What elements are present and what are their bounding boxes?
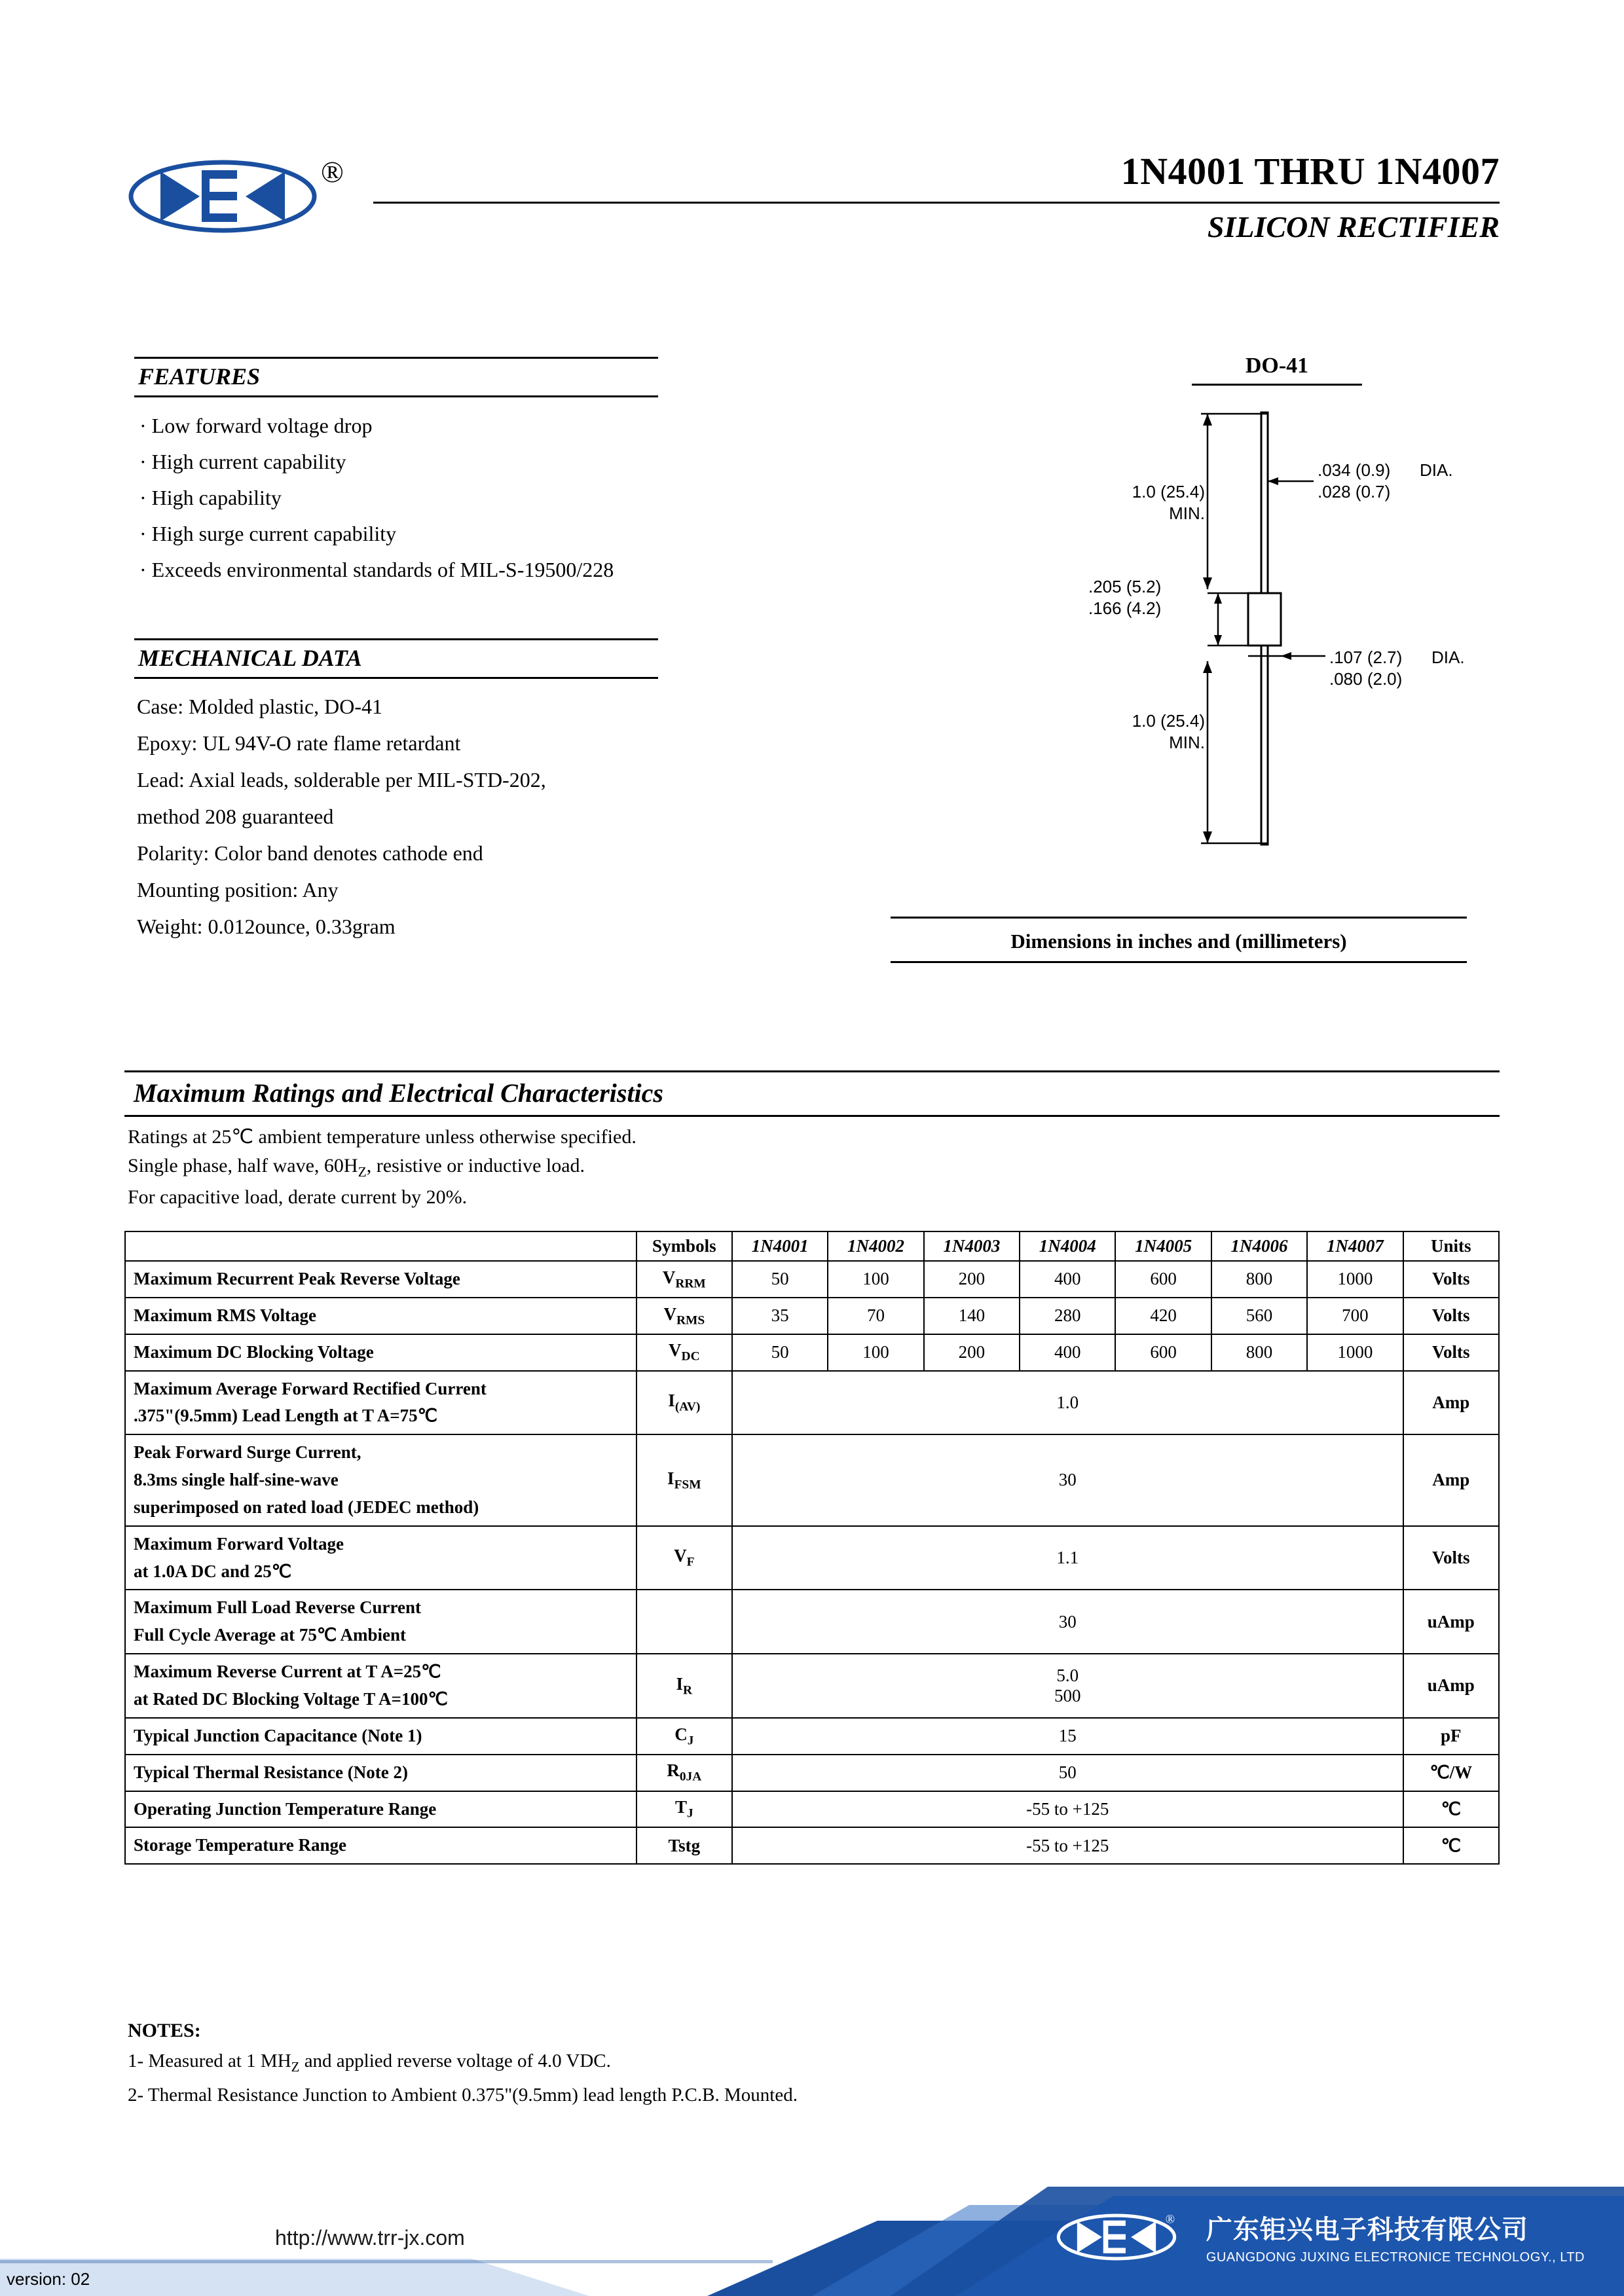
value-cell-span: 5.0 500 — [732, 1654, 1403, 1718]
ratings-condition-line3: For capacitive load, derate current by 20%. — [128, 1186, 468, 1209]
units-cell: uAmp — [1403, 1590, 1499, 1654]
symbol-cell: $T_J$ — [637, 1791, 732, 1828]
value-cell: 200 — [924, 1334, 1020, 1371]
mechanical-data-section — [134, 638, 671, 945]
units-cell: Volts — [1403, 1526, 1499, 1590]
page-footer — [0, 2181, 1624, 2296]
table-row — [125, 1590, 1499, 1654]
value-cell: 200 — [924, 1261, 1020, 1298]
param-label: Maximum Reverse Current at T A=25℃ at Rated DC Blocking Voltage T A=100℃ — [125, 1654, 637, 1718]
mechanical-data-heading: MECHANICAL DATA — [134, 638, 658, 679]
symbol-cell: $V_{DC}$ — [637, 1334, 732, 1371]
features-section — [134, 357, 671, 588]
col-symbols: Symbols — [637, 1231, 732, 1261]
note-1: 1- Measured at 1 $MH_Z$ and applied reverse voltage of 4.0 VDC. — [128, 2050, 611, 2075]
symbol-cell: Tstg — [637, 1827, 732, 1864]
symbol-cell: $I_{(AV)}$ — [637, 1371, 732, 1435]
company-name-cn: 广东钜兴电子科技有限公司 — [1206, 2215, 1528, 2244]
col-1n4001: 1N4001 — [732, 1231, 828, 1261]
value-cell: 800 — [1211, 1261, 1307, 1298]
table-row — [125, 1526, 1499, 1590]
document-version: version: 02 — [7, 2269, 90, 2289]
header-divider — [373, 202, 1500, 204]
footer-company-info — [1206, 2209, 1585, 2265]
units-cell: ℃ — [1403, 1791, 1499, 1828]
dim-lead-bot-min: MIN. — [1169, 732, 1205, 752]
dim-body-dia-max: .107 (2.7) — [1329, 647, 1403, 667]
ratings-conditions — [128, 1123, 1437, 1212]
value-cell: 420 — [1115, 1298, 1211, 1334]
ratings-section-header — [124, 1070, 1500, 1117]
package-name: DO-41 — [1245, 354, 1309, 378]
col-1n4004: 1N4004 — [1020, 1231, 1115, 1261]
dim-lead-dia-min: .028 (0.7) — [1318, 481, 1391, 501]
table-row — [125, 1755, 1499, 1791]
dimensions-caption: Dimensions in inches and (millimeters) — [1010, 930, 1347, 953]
value-cell: 1000 — [1307, 1334, 1403, 1371]
col-1n4006: 1N4006 — [1211, 1231, 1307, 1261]
units-cell: ℃/W — [1403, 1755, 1499, 1791]
value-cell-span: 50 — [732, 1755, 1403, 1791]
table-row — [125, 1718, 1499, 1755]
value-cell: 70 — [828, 1298, 923, 1334]
value-cell: 600 — [1115, 1334, 1211, 1371]
value-cell-span: 30 — [732, 1434, 1403, 1526]
value-cell-span: -55 to +125 — [732, 1791, 1403, 1828]
list-item: · High current capability — [139, 450, 346, 474]
units-cell: Volts — [1403, 1334, 1499, 1371]
value-cell: 35 — [732, 1298, 828, 1334]
value-cell-span: 1.1 — [732, 1526, 1403, 1590]
mechanical-data-list — [134, 679, 671, 945]
param-label: Maximum Full Load Reverse Current Full Cycle Average at 75℃ Ambient — [125, 1590, 637, 1654]
param-label: Maximum Recurrent Peak Reverse Voltage — [125, 1261, 637, 1298]
list-item: method 208 guaranteed — [137, 805, 334, 828]
page-header — [124, 151, 1500, 255]
units-cell: ℃ — [1403, 1827, 1499, 1864]
value-cell: 600 — [1115, 1261, 1211, 1298]
list-item: · Low forward voltage drop — [139, 414, 373, 437]
table-row — [125, 1827, 1499, 1864]
table-row — [125, 1371, 1499, 1435]
dim-lead-dia-suffix: DIA. — [1420, 460, 1453, 480]
table-row — [125, 1261, 1499, 1298]
header-title-area — [373, 151, 1500, 192]
list-item: · Exceeds environmental standards of MIL-S-19500/228 — [139, 558, 614, 582]
dim-body-dia-min: .080 (2.0) — [1329, 668, 1403, 689]
value-cell: 100 — [828, 1261, 923, 1298]
package-name-underline — [1192, 384, 1362, 386]
value-cell: 1000 — [1307, 1261, 1403, 1298]
symbol-cell: $V_F$ — [637, 1526, 732, 1590]
notes-section — [128, 2020, 1437, 2114]
value-cell: 800 — [1211, 1334, 1307, 1371]
units-cell: Amp — [1403, 1434, 1499, 1526]
value-cell: 700 — [1307, 1298, 1403, 1334]
value-cell: 400 — [1020, 1261, 1115, 1298]
ratings-heading: Maximum Ratings and Electrical Characteristics — [124, 1070, 1500, 1117]
col-1n4002: 1N4002 — [828, 1231, 923, 1261]
value-cell: 50 — [732, 1261, 828, 1298]
ratings-condition-line1: Ratings at 25℃ ambient temperature unless otherwise specified. — [128, 1126, 637, 1148]
dim-body-dia-suffix: DIA. — [1431, 647, 1465, 667]
ratings-condition-line2: Single phase, half wave, $60H_Z$, resistive or inductive load. — [128, 1155, 585, 1180]
page-subtitle: SILICON RECTIFIER — [1207, 210, 1500, 244]
value-cell: 280 — [1020, 1298, 1115, 1334]
page-title: 1N4001 THRU 1N4007 — [1120, 150, 1500, 192]
dim-lead-dia-max: .034 (0.9) — [1318, 460, 1391, 480]
value-cell-span: 30 — [732, 1590, 1403, 1654]
symbol-cell: $V_{RRM}$ — [637, 1261, 732, 1298]
symbol-cell: $V_{RMS}$ — [637, 1298, 732, 1334]
param-label: Storage Temperature Range — [125, 1827, 637, 1864]
table-row — [125, 1791, 1499, 1828]
units-cell: Volts — [1403, 1298, 1499, 1334]
param-label: Maximum DC Blocking Voltage — [125, 1334, 637, 1371]
logo-mark-icon — [124, 157, 321, 236]
do41-outline-drawing — [871, 354, 1473, 910]
company-name-en: GUANGDONG JUXING ELECTRONICE TECHNOLOGY., LTD — [1206, 2250, 1585, 2265]
features-heading: FEATURES — [134, 357, 658, 397]
svg-text:®: ® — [1165, 2212, 1175, 2227]
col-units: Units — [1403, 1231, 1499, 1261]
units-cell: uAmp — [1403, 1654, 1499, 1718]
dim-lead-top-value: 1.0 (25.4) — [1132, 482, 1205, 501]
value-cell-span: 15 — [732, 1718, 1403, 1755]
param-label: Maximum RMS Voltage — [125, 1298, 637, 1334]
dim-body-len-min: .166 (4.2) — [1088, 598, 1162, 618]
col-parameter — [125, 1231, 637, 1261]
notes-heading: NOTES: — [128, 2020, 201, 2041]
footer-website-link[interactable]: http://www.trr-jx.com — [275, 2226, 465, 2250]
registered-mark: ® — [321, 155, 344, 189]
table-row — [125, 1334, 1499, 1371]
value-cell-span: 1.0 — [732, 1371, 1403, 1435]
list-item: Case: Molded plastic, DO-41 — [137, 695, 383, 718]
table-row — [125, 1654, 1499, 1718]
symbol-cell: $I_{FSM}$ — [637, 1434, 732, 1526]
value-cell: 50 — [732, 1334, 828, 1371]
param-label: Operating Junction Temperature Range — [125, 1791, 637, 1828]
value-cell: 100 — [828, 1334, 923, 1371]
param-label: Maximum Forward Voltage at 1.0A DC and 25℃ — [125, 1526, 637, 1590]
value-cell: 400 — [1020, 1334, 1115, 1371]
list-item: · High surge current capability — [139, 522, 397, 546]
symbol-cell: $R_{0JA}$ — [637, 1755, 732, 1791]
features-list — [134, 397, 671, 588]
param-label: Typical Junction Capacitance (Note 1) — [125, 1718, 637, 1755]
footer-logo — [1054, 2210, 1179, 2264]
list-item: Lead: Axial leads, solderable per MIL-STD-202, — [137, 768, 546, 792]
units-cell: pF — [1403, 1718, 1499, 1755]
note-2: 2- Thermal Resistance Junction to Ambient 0.375"(9.5mm) lead length P.C.B. Mounted. — [128, 2085, 798, 2106]
col-1n4007: 1N4007 — [1307, 1231, 1403, 1261]
units-cell: Volts — [1403, 1261, 1499, 1298]
caption-rule-bottom — [891, 961, 1467, 963]
value-cell: 140 — [924, 1298, 1020, 1334]
table-row — [125, 1298, 1499, 1334]
col-1n4005: 1N4005 — [1115, 1231, 1211, 1261]
col-1n4003: 1N4003 — [924, 1231, 1020, 1261]
dim-lead-bot-value: 1.0 (25.4) — [1132, 711, 1205, 731]
value-cell-span: -55 to +125 — [732, 1827, 1403, 1864]
table-row — [125, 1434, 1499, 1526]
list-item: Epoxy: UL 94V-O rate flame retardant — [137, 731, 461, 755]
list-item: Polarity: Color band denotes cathode end — [137, 841, 483, 865]
symbol-cell: $I_R$ — [637, 1654, 732, 1718]
value-cell: 560 — [1211, 1298, 1307, 1334]
company-logo — [124, 155, 344, 242]
list-item: · High capability — [139, 486, 282, 510]
param-label: Peak Forward Surge Current, 8.3ms single half-sine-wave superimposed on rated load (JEDEC method) — [125, 1434, 637, 1526]
param-label: Typical Thermal Resistance (Note 2) — [125, 1755, 637, 1791]
list-item: Mounting position: Any — [137, 878, 339, 902]
package-drawing — [871, 354, 1473, 956]
list-item: Weight: 0.012ounce, 0.33gram — [137, 915, 396, 938]
specifications-table — [124, 1231, 1500, 1865]
caption-rule-top — [891, 917, 1467, 919]
dim-lead-top-min: MIN. — [1169, 503, 1205, 523]
units-cell: Amp — [1403, 1371, 1499, 1435]
dim-body-len-max: .205 (5.2) — [1088, 577, 1162, 596]
table-header-row — [125, 1231, 1499, 1261]
param-label: Maximum Average Forward Rectified Current .375"(9.5mm) Lead Length at T A=75℃ — [125, 1371, 637, 1435]
symbol-cell — [637, 1590, 732, 1654]
logo-mark-icon — [1054, 2210, 1179, 2264]
symbol-cell: $C_J$ — [637, 1718, 732, 1755]
